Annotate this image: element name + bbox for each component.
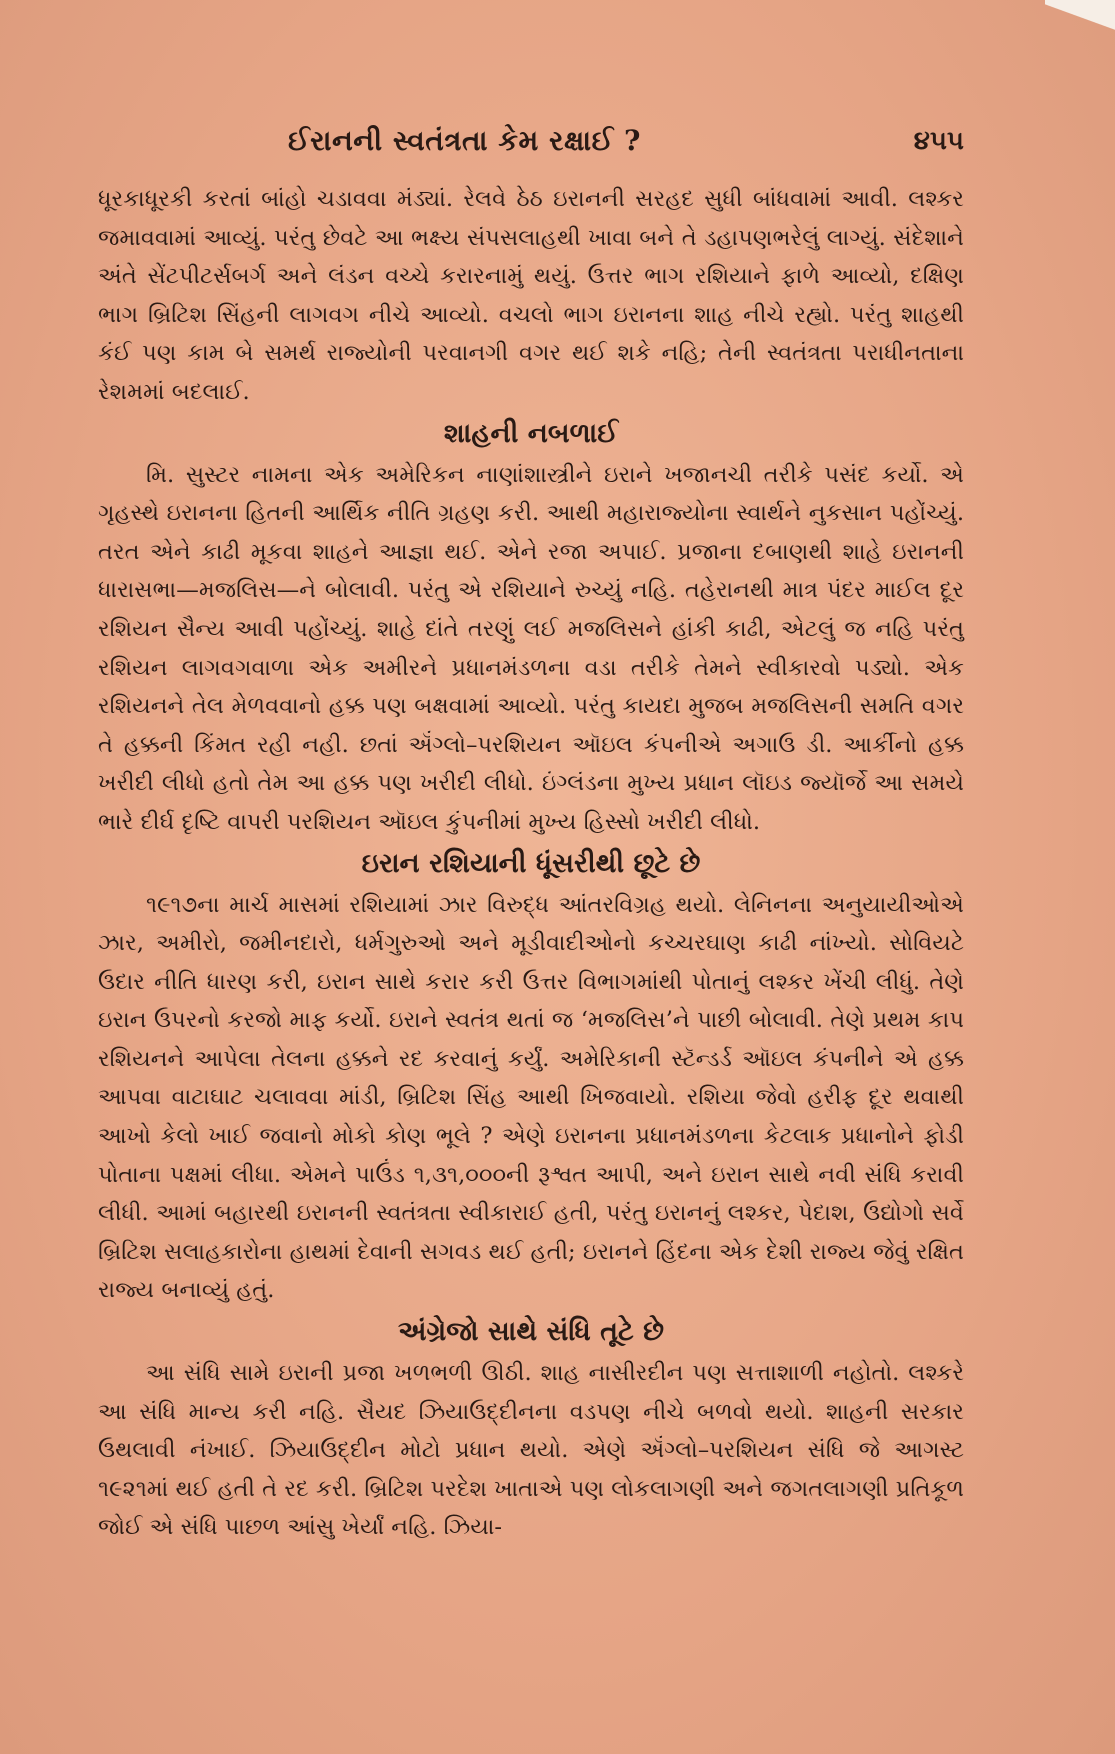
running-title: ઈરાનની સ્વતંત્રતા કેમ રક્ષાઈ ?	[288, 124, 641, 157]
torn-corner	[1045, 0, 1115, 40]
section-heading-iran-freed: ઇરાન રશિયાની ધૂંસરીથી છૂટે છે	[361, 847, 701, 879]
section-heading-treaty-broken: અંગ્રેજો સાથે સંધિ તૂટે છે	[398, 1316, 664, 1348]
section-paragraph-shah-weakness: મિ. સુસ્ટર નામના એક અમેરિકન નાણાંશાસ્ત્રીને ઇરાને ખજાનચી તરીકે પસંદ કર્યો. એ ગૃહસ્થે ઇરાનના હિતની આર્થિક નીતિ ગ્રહણ કરી. આથી મહારાજ્યોના સ્વાર્થને નુકસાન પહોંચ્યું. તરત એને કાઢી મૂકવા શાહને આજ્ઞા થઈ. એને રજા અપાઈ. પ્રજાના દબાણથી શાહે ઇરાનની ધારાસભા—મજલિસ—ને બોલાવી. પરંતુ એ રશિયાને રુચ્યું નહિ. તહેરાનથી માત્ર પંદર માઈલ દૂર રશિયન સૈન્ય આવી પહોંચ્યું. શાહે દાંતે તરણું લઈ મજલિસને હાંકી કાઢી, એટલું જ નહિ પરંતુ રશિયન લાગવગવાળા એક અમીરને પ્રધાનમંડળના વડા તરીકે તેમને સ્વીકારવો પડ્યો. એક રશિયનને તેલ મેળવવાનો હક્ક પણ બક્ષવામાં આવ્યો. પરંતુ કાયદા મુજબ મજલિસની સમતિ વગર તે હક્કની કિંમત રહી નહી. છતાં ઍંગ્લો–પરશિયન ઑઇલ કંપનીએ અગાઉ ડી. આર્કીનો હક્ક ખરીદી લીધો હતો તેમ આ હક્ક પણ ખરીદી લીધો. ઇંગ્લંડના મુખ્ય પ્રધાન લૉઇડ જ્યૉર્જે આ સમયે ભારે દીર્ઘ દૃષ્ટિ વાપરી પરશિયન ઑઇલ કુંપનીમાં મુખ્ય હિસ્સો ખરીદી લીધો.	[98, 461, 964, 835]
intro-paragraph: ધૂરકાધૂરકી કરતાં બાંહો ચડાવવા મંડ્યાં. રેલવે ઠેઠ ઇરાનની સરહદ સુધી બાંધવામાં આવી. લશ્કર જમાવવામાં આવ્યું. પરંતુ છેવટે આ ભક્ષ્ય સંપસલાહથી ખાવા બને તે ડહાપણભરેલું લાગ્યું. સંદેશાને અંતે સેંટપીટર્સબર્ગ અને લંડન વચ્ચે કરારનામું થયું. ઉત્તર ભાગ રશિયાને ફાળે આવ્યો, દક્ષિણ ભાગ બ્રિટિશ સિંહની લાગવગ નીચે આવ્યો. વચલો ભાગ ઇરાનના શાહ નીચે રહ્યો. પરંતુ શાહથી કંઈ પણ કામ બે સમર્થ રાજ્યોની પરવાનગી વગર થઈ શકે નહિ; તેની સ્વતંત્રતા પરાધીનતાના રેશમમાં બદલાઈ.	[98, 186, 964, 405]
section-paragraph-treaty-broken: આ સંધિ સામે ઇરાની પ્રજા ખળભળી ઊઠી. શાહ નાસીરદીન પણ સત્તાશાળી નહોતો. લશ્કરે આ સંધિ માન્ય કરી નહિ. સૈયદ ઝિયાઉદ્દીનના વડપણ નીચે બળવો થયો. શાહની સરકાર ઉથલાવી નંખાઈ. ઝિયાઉદ્દીન મોટો પ્રધાન થયો. એણે ઍંગ્લો–પરશિયન સંધિ જે આગસ્ટ ૧૯૨૧માં થઈ હતી તે રદ કરી. બ્રિટિશ પરદેશ ખાતાએ પણ લોકલાગણી અને જગતલાગણી પ્રતિકૂળ જોઈ એ સંધિ પાછળ આંસુ ખેર્યાં નહિ. ઝિયા-	[98, 1360, 964, 1541]
page-content	[98, 118, 964, 1547]
section-paragraph-iran-freed: ૧૯૧૭ના માર્ચ માસમાં રશિયામાં ઝાર વિરુદ્ધ આંતરવિગ્રહ થયો. લેનિનના અનુયાયીઓએ ઝાર, અમીરો, જમીનદારો, ધર્મગુરુઓ અને મૂડીવાદીઓનો કચ્ચરઘાણ કાઢી નાંખ્યો. સોવિયટે ઉદાર નીતિ ધારણ કરી, ઇરાન સાથે કરાર કરી ઉત્તર વિભાગમાંથી પોતાનું લશ્કર ખેંચી લીધું. તેણે ઇરાન ઉપરનો કરજો માફ કર્યો. ઇરાને સ્વતંત્ર થતાં જ ‘મજલિસ’ને પાછી બોલાવી. તેણે પ્રથમ કાપ રશિયનને આપેલા તેલના હક્કને રદ કરવાનું કર્યું. અમેરિકાની સ્ટૅન્ડર્ડ ઑઇલ કંપનીને એ હક્ક આપવા વાટાઘાટ ચલાવવા માંડી, બ્રિટિશ સિંહ આથી ખિજવાયો. રશિયા જેવો હરીફ દૂર થવાથી આખો કેલો ખાઈ જવાનો મોકો કોણ ભૂલે ? એણે ઇરાનના પ્રધાનમંડળના કેટલાક પ્રધાનોને ફોડી પોતાના પક્ષમાં લીધા. એમને પાઉંડ ૧,૩૧,૦૦૦ની રૂશ્વત આપી, અને ઇરાન સાથે નવી સંધિ કરાવી લીધી. આમાં બહારથી ઇરાનની સ્વતંત્રતા સ્વીકારાઈ હતી, પરંતુ ઇરાનનું લશ્કર, પેદાશ, ઉદ્યોગો સર્વે બ્રિટિશ સલાહકારોના હાથમાં દેવાની સગવડ થઈ હતી; ઇરાનને હિંદના એક દેશી રાજ્ય જેવું રક્ષિત રાજ્ય બનાવ્યું હતું.	[98, 891, 964, 1304]
running-header	[98, 118, 964, 168]
page-number: ૪૫૫	[913, 126, 964, 156]
section-heading-shah-weakness: શાહની નબળાઈ	[443, 417, 619, 449]
